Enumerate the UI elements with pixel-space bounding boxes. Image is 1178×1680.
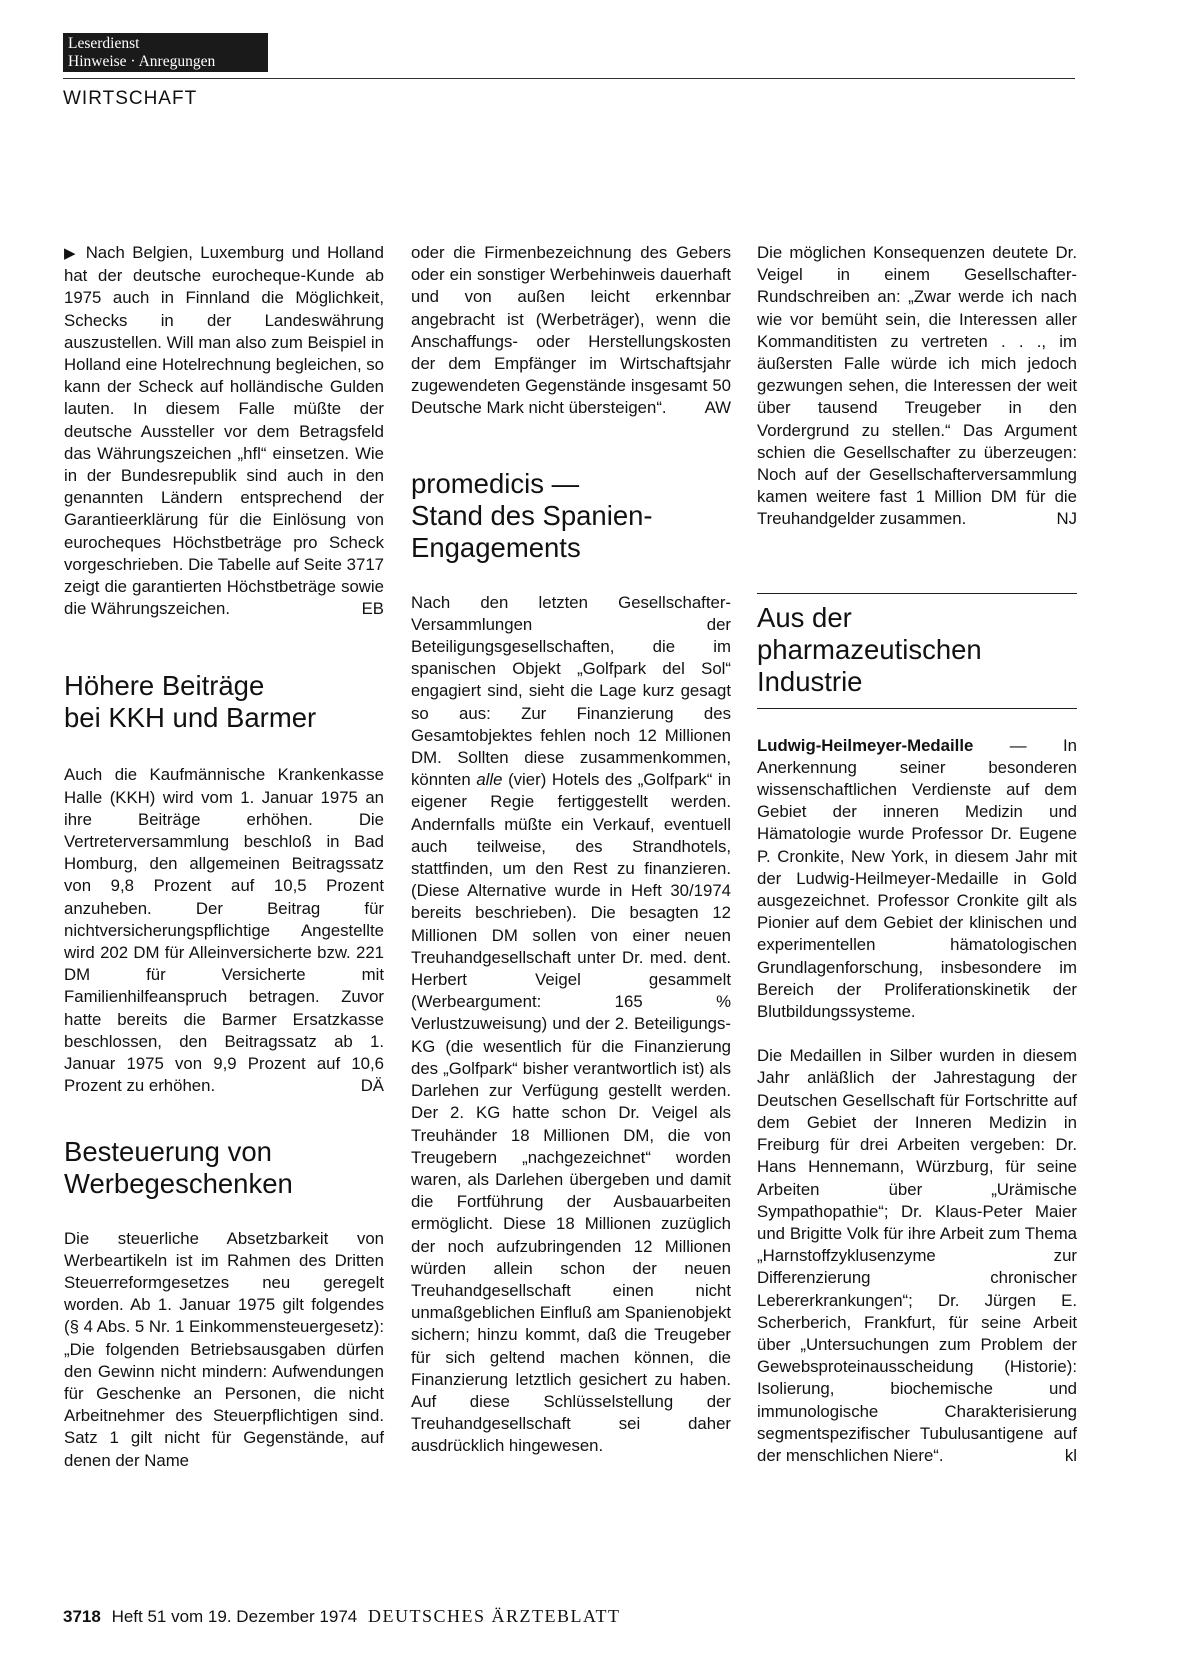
journal-name: DEUTSCHES ÄRZTEBLATT xyxy=(367,1606,621,1626)
promedicis-text-a: Nach den letzten Gesellschafter-Versammlungen der Beteiligungsgesellschaften, die im spanischen Objekt „Golfpark del Sol“ engagiert sind, sieht die Lage kurz gesagt so aus: Zur Finanzierung des Gesamtobjektes fehlen noch 12 Millionen DM. Sollten diese zusammenkommen, könnten xyxy=(411,592,731,790)
header-box-line1: Leserdienst xyxy=(68,35,140,52)
heading-line: Werbegeschenken xyxy=(64,1167,293,1199)
promedicis-text-b: (vier) Hotels des „Golfpark“ in eigener Regie fertiggestellt werden. Andernfalls müßte ein Verkauf, eventuell auch teilweise, des Strandhotels, stattfinden, um den Rest zu finanzieren. (Diese Alternative wurde in Heft 30/1974 bereits beschrieben). Die besagten 12 Millionen DM sollen von einer neuen Treuhandgesellschaft unter Dr. med. dent. Herbert Veigel gesammelt (Werbeargument: 165 % Verlustzuweisung) und der 2. Beteiligungs-KG (die wesentlich für die Finanzierung des „Golfpark“ bisher verantwortlich ist) als Darlehen zur Verfügung gestellt werden. Der 2. KG hatte schon Dr. Veigel als Treuhänder 18 Millionen DM, die von Treugebern „nachgezeichnet“ worden waren, als Darlehen übergeben und damit die Fortführung der Ausbauarbeiten ermöglicht. Diese 18 Millionen zuzüglich der noch aufzubringenden 12 Millionen würden allein schon der neuen Treuhandgesellschaft einen nicht unmaßgeblichen Einfluß am Spanienobjekt sichern; hinzu kommt, daß die Treugeber für sich geltend machen können, die Finanzierung letztlich gesichert zu haben. Auf diese Schlüsselstellung der Treuhandgesellschaft sei daher ausdrücklich hingewesen. xyxy=(411,770,731,1456)
silber-text: Die Medaillen in Silber wurden in diesem Jahr anläßlich der Jahrestagung der Deutschen Gesellschaft für Fortschritte auf dem Gebiet der Inneren Medizin in Freiburg für drei Arbeiten vergeben: Dr. Hans Hennemann, Würzburg, für seine Arbeiten über „Urämische Sympathopathie“; Dr. Klaus-Peter Maier und Brigitte Volk für ihre Arbeit zum Thema „Harnstoffzyklusenzyme zur Differenzierung chronischer Lebererkrankungen“; Dr. Jürgen E. Scherberich, Frankfurt, für seine Arbeit über „Untersuchungen zum Problem der Gewebsproteinausscheidung (Historie): Isolierung, biochemische und immunologische Charakterisierung segmentspezifischer Tubulusantigene auf der menschlichen Niere“. xyxy=(757,1046,1077,1465)
heading-line: Höhere Beiträge xyxy=(64,670,265,702)
author-sig-eb: EB xyxy=(361,599,384,619)
heading-besteuerung xyxy=(64,1136,384,1200)
section-rule-bottom xyxy=(757,708,1077,709)
heading-line: bei KKH und Barmer xyxy=(64,702,317,734)
section-header-box xyxy=(63,33,268,72)
heading-line: Aus der xyxy=(757,601,852,633)
eurocheque-text: Nach Belgien, Luxemburg und Holland hat der deutsche eurocheque-Kunde ab 1975 auch in Finnland die Möglichkeit, Schecks in der Landeswährung auszustellen. Will man also zum Beispiel in Holland eine Hotelrechnung begleichen, so kann der Scheck auf holländische Gulden lauten. In diesem Falle müßte der deutsche Aussteller vor dem Betragsfeld das Währungszeichen „hfl“ einsetzen. Wie in der Bundesrepublik sind auch in den genannten Ländern entsprechend der Garantieerklärung für die Einlösung von eurocheques Höchstbeträge pro Scheck vorgeschrieben. Die Tabelle auf Seite 3717 zeigt die garantierten Höchstbeträge sowie die Währungszeichen. xyxy=(64,243,384,619)
page-footer xyxy=(63,1606,620,1627)
heading-line: Industrie xyxy=(757,665,863,697)
promedicis-cont-text: Die möglichen Konsequenzen deutete Dr. Veigel in einem Gesellschafter-Rundschreiben an: „Zwar werde ich nach wie vor bemüht sein, die Interessen aller Kommanditisten zu vertreten . . ., im äußersten Falle würde ich mich jedoch gezwungen sehen, die Interessen der weit über tausend Treugeber in den Vordergrund zu stellen.“ Das Argument schien die Gesellschafter zu überzeugen: Noch auf der Gesellschafterversammlung kamen weitere fast 1 Million DM für die Treuhandgelder zusammen. xyxy=(757,243,1077,529)
beitraege-text: Auch die Kaufmännische Krankenkasse Halle (KKH) wird vom 1. Januar 1975 an ihre Beiträge erhöhen. Die Vertreterversammlung beschloß in Bad Homburg, den allgemeinen Beitragssatz von 9,8 Prozent auf 10,5 Prozent anzuheben. Der Beitrag für nichtversicherungspflichtige Angestellte wird 202 DM für Alleinversicherte bzw. 221 DM für Versicherte mit Familienhilfeanspruch betragen. Zuvor hatte bereits die Barmer Ersatzkasse beschlossen, den Beitragssatz ab 1. Januar 1975 von 9,9 Prozent auf 10,6 Prozent zu erhöhen. xyxy=(64,765,384,1096)
heading-pharma-industrie xyxy=(757,602,1077,698)
besteuerung-text: Die steuerliche Absetzbarkeit von Werbeartikeln ist im Rahmen des Dritten Steuerreformgesetzes neu geregelt worden. Ab 1. Januar 1975 gilt folgendes (§ 4 Abs. 5 Nr. 1 Einkommensteuergesetz): „Die folgenden Betriebsausgaben dürfen den Gewinn nicht mindern: Aufwendungen für Geschenke an Personen, die nicht Arbeitnehmer des Steuerpflichtigen sind. Satz 1 gilt nicht für Gegenstände, auf denen der Name xyxy=(64,1228,384,1470)
heading-line: Engagements xyxy=(411,531,581,563)
author-sig-kl: kl xyxy=(1064,1445,1077,1465)
promedicis-emphasis: alle xyxy=(476,770,503,790)
heading-line: promedicis — xyxy=(411,467,580,499)
article-promedicis-cont xyxy=(757,242,1077,531)
article-promedicis xyxy=(411,592,731,1458)
heading-line: Besteuerung von xyxy=(64,1135,272,1167)
page-number: 3718 xyxy=(63,1607,101,1626)
heading-line: pharmazeutischen xyxy=(757,633,982,665)
column-3 xyxy=(757,242,1077,1467)
article-besteuerung xyxy=(64,1228,384,1472)
heading-promedicis xyxy=(411,468,731,564)
heading-line: Stand des Spanien- xyxy=(411,499,653,531)
author-sig-dae: DÄ xyxy=(360,1076,384,1096)
header-box-line2: Hinweise · Anregungen xyxy=(68,53,216,70)
heading-hoehere-beitraege xyxy=(64,670,384,734)
article-beitraege xyxy=(64,764,384,1097)
besteuerung-cont-text: oder die Firmenbezeichnung des Gebers oder ein sonstiger Werbehinweis dauerhaft und von außen leicht erkennbar angebracht ist (Werbeträger), wenn die Anschaffungs- oder Herstellungskosten der dem Empfänger im Wirtschaftsjahr zugewendeten Gegenstände insgesamt 50 Deutsche Mark nicht übersteigen“. xyxy=(411,243,731,418)
article-besteuerung-cont xyxy=(411,242,731,420)
article-heilmeyer-medaille xyxy=(757,735,1077,1024)
author-sig-nj: NJ xyxy=(1056,509,1077,529)
issue-info: Heft 51 vom 19. Dezember 1974 xyxy=(111,1607,358,1626)
article-eurocheque xyxy=(64,242,384,620)
header-rule xyxy=(63,78,1075,79)
author-sig-aw: AW xyxy=(704,398,731,418)
article-silber-medaillen xyxy=(757,1045,1077,1467)
arrow-right-icon: ▶ xyxy=(64,245,79,262)
medal-lead: Ludwig-Heilmeyer-Medaille xyxy=(757,735,974,755)
section-rule-top xyxy=(757,593,1077,594)
column-2 xyxy=(411,242,731,1458)
section-label: WIRTSCHAFT xyxy=(63,88,198,109)
column-1 xyxy=(64,242,384,1472)
medal-text: — In Anerkennung seiner besonderen wissenschaftlichen Verdienste auf dem Gebiet der inneren Medizin und Hämatologie wurde Professor Dr. Eugene P. Cronkite, New York, in diesem Jahr mit der Ludwig-Heilmeyer-Medaille in Gold ausgezeichnet. Professor Cronkite gilt als Pionier auf dem Gebiet der klinischen und experimentellen hämatologischen Grundlagenforschung, insbesondere im Bereich der Proliferationskinetik der Blutbildungssysteme. xyxy=(757,735,1077,1022)
